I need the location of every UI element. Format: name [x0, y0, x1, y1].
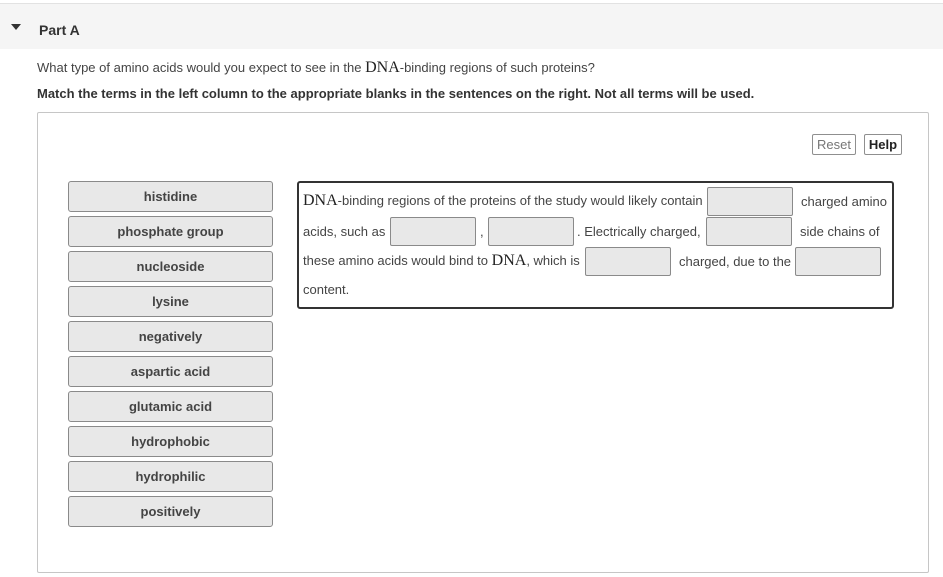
question-text [37, 59, 595, 77]
reset-button[interactable]: Reset [812, 134, 856, 155]
term-glutamic-acid[interactable]: glutamic acid [68, 391, 273, 422]
term-phosphate-group[interactable]: phosphate group [68, 216, 273, 247]
term-hydrophobic[interactable]: hydrophobic [68, 426, 273, 457]
blank-1[interactable] [707, 187, 793, 216]
sentence-line-1 [303, 192, 703, 210]
question-dna-term: DNA [365, 59, 400, 76]
blank-6[interactable] [795, 247, 881, 276]
term-lysine[interactable]: lysine [68, 286, 273, 317]
instruction-text: Match the terms in the left column to the appropriate blanks in the sentences on the right. Not all terms will be used. [37, 86, 755, 101]
sentence-segment: , which is [526, 253, 580, 268]
blank-3[interactable] [488, 217, 574, 246]
sentence-line-3 [303, 252, 580, 270]
blank-5[interactable] [585, 247, 671, 276]
sentence-segment: . Electrically charged, [577, 224, 701, 239]
sentence-segment: side chains of [800, 224, 880, 239]
blank-2[interactable] [390, 217, 476, 246]
term-nucleoside[interactable]: nucleoside [68, 251, 273, 282]
sentence-segment: charged amino [801, 194, 887, 209]
blank-4[interactable] [706, 217, 792, 246]
sentence-segment: content. [303, 282, 350, 297]
part-title: Part A [39, 22, 80, 38]
term-hydrophilic[interactable]: hydrophilic [68, 461, 273, 492]
sentence-separator: , [480, 224, 484, 239]
term-positively[interactable]: positively [68, 496, 273, 527]
term-aspartic-acid[interactable]: aspartic acid [68, 356, 273, 387]
sentence-segment: acids, such as [303, 224, 386, 239]
sentence-segment: these amino acids would bind to [303, 253, 489, 268]
question-before: What type of amino acids would you expect to see in the [37, 60, 366, 75]
question-after: -binding regions of such proteins? [399, 60, 595, 75]
term-histidine[interactable]: histidine [68, 181, 273, 212]
part-header[interactable] [0, 4, 943, 49]
collapse-caret-icon[interactable] [11, 24, 21, 30]
term-negatively[interactable]: negatively [68, 321, 273, 352]
sentence-segment: charged, due to the [679, 254, 792, 269]
sentence-segment: -binding regions of the proteins of the study would likely contain [337, 193, 703, 208]
help-button[interactable]: Help [864, 134, 902, 155]
sentence-dna-term: DNA [303, 192, 338, 209]
sentence-dna-term: DNA [491, 252, 527, 269]
